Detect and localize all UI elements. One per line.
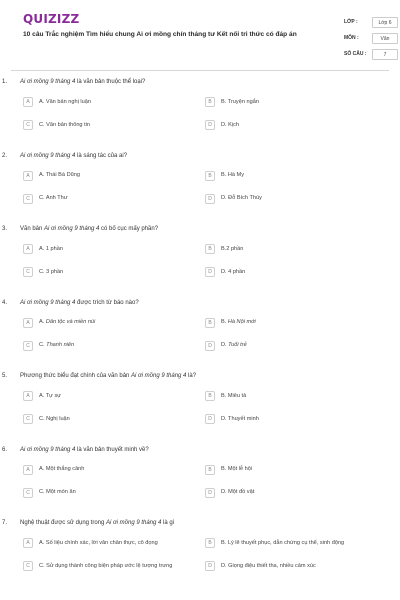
class-label: LỚP : (344, 19, 358, 25)
option-letter-box: C (23, 414, 33, 424)
question-number: 1. (2, 79, 8, 85)
option-letter-box: B (205, 171, 215, 181)
answer-options (0, 465, 378, 513)
worksheet-header (11, 0, 392, 72)
question-count-label: SỐ CÂU : (344, 51, 367, 57)
option-letter-box: D (205, 488, 215, 498)
answer-option-a[interactable] (23, 538, 198, 548)
answer-option-b[interactable] (205, 97, 383, 107)
question-item (0, 226, 378, 292)
option-text-italic: Tuổi trẻ (228, 342, 247, 348)
option-text: A. Tự sự (39, 392, 61, 399)
answer-option-c[interactable] (23, 488, 198, 498)
option-text: C. Sử dụng thành công biện pháp ước lệ tượng trưng (39, 562, 173, 569)
question-title-italic: Ai ơi mồng 9 tháng 4 (131, 373, 187, 379)
subject-row (344, 30, 400, 46)
option-text: C. 3 phần (39, 268, 64, 275)
option-text: D. Giọng điệu thiết tha, nhiều cảm xúc (221, 562, 316, 569)
option-letter-box: B (205, 318, 215, 328)
question-title-italic: Ai ơi mồng 9 tháng 4 (20, 446, 76, 453)
answer-options (0, 171, 378, 219)
option-letter-box: D (205, 414, 215, 424)
option-letter-box: D (205, 194, 215, 204)
option-text: B.2 phần (221, 245, 244, 252)
option-letter-box: B (205, 97, 215, 107)
question-text (0, 520, 378, 530)
option-text: D. Kịch (221, 121, 240, 128)
question-item (0, 447, 378, 513)
option-text: A. Thái Bá Dũng (39, 172, 80, 178)
option-letter-box: D (205, 561, 215, 571)
option-text: A. Số liệu chính xác, lời văn chân thực, cô đọng (39, 539, 158, 546)
answer-options (0, 97, 378, 145)
question-body: Ai ơi mồng 9 tháng 4 là văn bản thuộc thể loại? (20, 79, 146, 85)
question-number: 5. (2, 373, 8, 379)
option-text: B. Hà My (221, 172, 245, 178)
option-letter-box: A (23, 465, 33, 475)
question-item (0, 520, 378, 586)
question-number: 3. (2, 226, 8, 232)
option-letter-box: B (205, 244, 215, 254)
option-text: A. Văn bản nghị luận (39, 98, 91, 105)
question-title-italic: Ai ơi mồng 9 tháng 4 (20, 152, 76, 159)
option-text: D. Một đồ vật (221, 489, 255, 495)
question-title-italic: Ai ơi mồng 9 tháng 4 (20, 299, 76, 306)
answer-option-d[interactable] (205, 561, 383, 571)
option-text: C. Thanh niên (39, 342, 75, 348)
header-divider (11, 70, 389, 71)
option-text: C. Một món ăn (39, 489, 76, 495)
worksheet-title: 10 câu Trắc nghiệm Tìm hiểu chung Ai ơi mồng chín tháng tư Kết nối tri thức có đáp án (23, 31, 297, 38)
question-body: Văn bản Ai ơi mồng 9 tháng 4 có bố cục mấy phần? (20, 226, 159, 232)
answer-options (0, 538, 378, 586)
answer-option-d[interactable] (205, 488, 383, 498)
question-item (0, 373, 378, 439)
answer-option-c[interactable] (23, 561, 198, 571)
option-letter-box: C (23, 341, 33, 351)
answer-option-d[interactable] (205, 267, 383, 277)
question-item (0, 300, 378, 366)
question-count-row (344, 46, 400, 62)
answer-option-c[interactable] (23, 194, 198, 204)
subject-label: MÔN : (344, 35, 359, 41)
answer-option-a[interactable] (23, 97, 198, 107)
answer-option-b[interactable] (205, 465, 383, 475)
question-title-italic: Ai ơi mồng 9 tháng 4 (20, 79, 76, 85)
option-letter-box: A (23, 318, 33, 328)
option-letter-box: B (205, 391, 215, 401)
option-text: D. 4 phần (221, 268, 246, 275)
answer-option-d[interactable] (205, 414, 383, 424)
answer-option-a[interactable] (23, 465, 198, 475)
quizizz-logo: QUIZIZZ (23, 12, 80, 26)
question-body: Phương thức biểu đạt chính của văn bản Ai ơi mồng 9 tháng 4 là? (20, 373, 197, 379)
option-text: B. Một lễ hội (221, 466, 253, 472)
answer-option-d[interactable] (205, 120, 383, 130)
question-title-italic: Ai ơi mồng 9 tháng 4 (44, 226, 100, 232)
option-text: A. Dân tộc và miền núi (39, 319, 96, 325)
class-value: Lớp 6 (372, 17, 398, 28)
question-body: Nghệ thuật được sử dụng trong Ai ơi mồng 9 tháng 4 là gì (20, 520, 175, 526)
question-item (0, 153, 378, 219)
option-text: C. Anh Thư (39, 195, 68, 201)
option-text: B. Miêu tả (221, 392, 247, 399)
question-text (0, 226, 378, 236)
answer-option-a[interactable] (23, 171, 198, 181)
option-letter-box: A (23, 171, 33, 181)
question-number: 7. (2, 520, 8, 526)
answer-options (0, 391, 378, 439)
answer-option-b[interactable] (205, 171, 383, 181)
option-text: A. 1 phần (39, 245, 63, 252)
option-letter-box: A (23, 391, 33, 401)
worksheet-meta (344, 14, 400, 62)
answer-option-a[interactable] (23, 318, 198, 328)
option-text-italic: Hà Nội mới (227, 319, 256, 325)
question-text (0, 447, 378, 457)
option-text: D. Thuyết minh (221, 415, 259, 422)
answer-option-c[interactable] (23, 414, 198, 424)
answer-options (0, 318, 378, 366)
option-text: C. Văn bản thông tin (39, 121, 91, 128)
option-letter-box: A (23, 97, 33, 107)
option-text: D. Đỗ Bích Thúy (221, 195, 262, 201)
option-text: D. Tuổi trẻ (221, 342, 247, 348)
option-text: B. Hà Nội mới (221, 319, 256, 325)
answer-option-c[interactable] (23, 267, 198, 277)
question-text (0, 300, 378, 310)
option-letter-box: A (23, 244, 33, 254)
option-text: B. Lý lẽ thuyết phục, dẫn chứng cụ thể, sinh động (221, 539, 345, 546)
subject-value: Văn (372, 33, 398, 44)
option-text-italic: Dân tộc và miền núi (45, 319, 96, 325)
option-letter-box: C (23, 194, 33, 204)
option-letter-box: C (23, 561, 33, 571)
answer-option-d[interactable] (205, 194, 383, 204)
option-letter-box: A (23, 538, 33, 548)
answer-options (0, 244, 378, 292)
answer-option-a[interactable] (23, 391, 198, 401)
question-body: Ai ơi mồng 9 tháng 4 được trích từ báo nào? (20, 299, 139, 306)
answer-option-d[interactable] (205, 341, 383, 351)
option-text-italic: Thanh niên (46, 342, 75, 348)
question-body: Ai ơi mồng 9 tháng 4 là sáng tác của ai? (20, 152, 128, 159)
answer-option-c[interactable] (23, 120, 198, 130)
answer-option-b[interactable] (205, 391, 383, 401)
option-letter-box: D (205, 267, 215, 277)
option-letter-box: B (205, 538, 215, 548)
question-count-value: 7 (372, 49, 398, 60)
answer-option-c[interactable] (23, 341, 198, 351)
option-text: C. Nghị luận (39, 415, 70, 422)
class-row (344, 14, 400, 30)
question-text (0, 153, 378, 163)
option-letter-box: D (205, 120, 215, 130)
option-letter-box: C (23, 120, 33, 130)
question-number: 2. (2, 152, 8, 159)
option-letter-box: B (205, 465, 215, 475)
question-title-italic: Ai ơi mồng 9 tháng 4 (106, 520, 162, 526)
option-letter-box: C (23, 488, 33, 498)
question-body: Ai ơi mồng 9 tháng 4 là văn bản thuyết minh về? (20, 446, 149, 453)
answer-option-b[interactable] (205, 318, 383, 328)
option-text: B. Truyện ngắn (221, 98, 259, 105)
question-item (0, 79, 378, 145)
option-text: A. Một thắng cảnh (39, 466, 85, 472)
option-letter-box: D (205, 341, 215, 351)
question-text (0, 79, 378, 89)
answer-option-a[interactable] (23, 244, 198, 254)
question-number: 4. (2, 299, 8, 306)
question-text (0, 373, 378, 383)
answer-option-b[interactable] (205, 244, 383, 254)
answer-option-b[interactable] (205, 538, 383, 548)
option-letter-box: C (23, 267, 33, 277)
question-number: 6. (2, 446, 8, 453)
